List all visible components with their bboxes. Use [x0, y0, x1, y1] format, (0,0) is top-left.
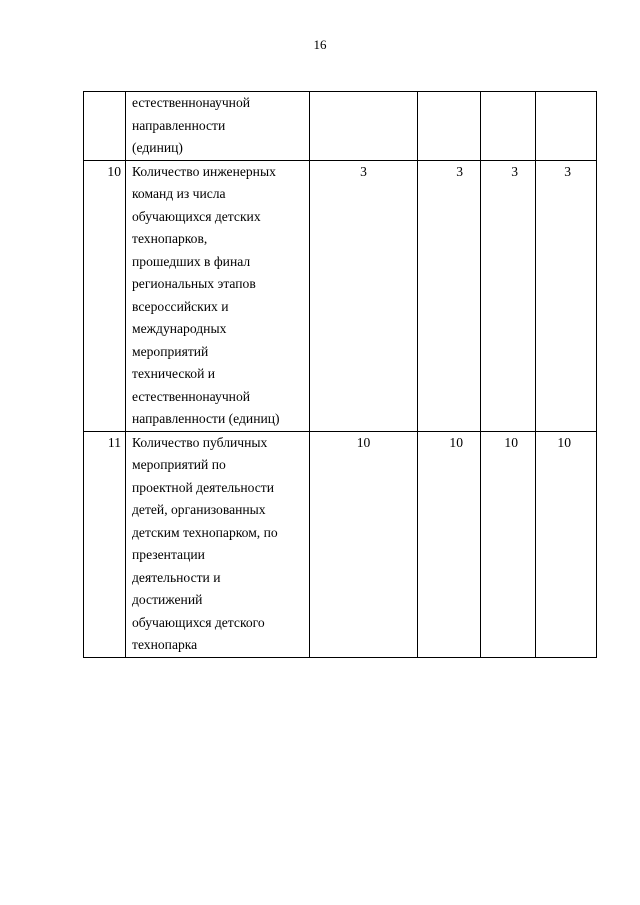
value-cell: 3: [418, 160, 481, 431]
value-cell: 10: [418, 431, 481, 657]
text-line: всероссийских и: [132, 298, 229, 314]
text-line: деятельности и: [132, 569, 221, 585]
indicator-text: [126, 92, 310, 161]
text-line: направленности: [132, 117, 226, 133]
text-line: детским технопарком, по: [132, 524, 278, 540]
text-line: Количество публичных: [132, 434, 268, 450]
indicators-table: [83, 91, 597, 658]
text-line: технопарка: [132, 637, 198, 652]
text-line: региональных этапов: [132, 276, 256, 291]
value-cell: 10: [536, 431, 597, 657]
text-line: естественнонаучной: [132, 95, 251, 110]
text-line: команд из числа: [132, 186, 226, 201]
text-line: направленности (единиц): [132, 411, 280, 426]
text-line: проектной деятельности: [132, 479, 274, 495]
text-line: презентации: [132, 547, 205, 562]
text-line: обучающихся детского: [132, 614, 265, 630]
text-line: детей, организованных: [132, 502, 266, 517]
text-line: достижений: [132, 592, 203, 607]
value-cell: [481, 92, 536, 161]
value-cell: 10: [310, 431, 418, 657]
text-line: международных: [132, 321, 227, 336]
text-line: Количество инженерных: [132, 163, 276, 179]
row-number: 11: [84, 431, 126, 657]
table-row: [84, 160, 597, 431]
text-line: (единиц): [132, 140, 183, 155]
value-cell: 3: [310, 160, 418, 431]
text-line: технической и: [132, 366, 216, 381]
value-cell: 3: [481, 160, 536, 431]
value-cell: [310, 92, 418, 161]
text-line: обучающихся детских: [132, 208, 261, 224]
indicator-text: [126, 160, 310, 431]
value-cell: 3: [536, 160, 597, 431]
row-number: [84, 92, 126, 161]
text-line: прошедших в финал: [132, 253, 251, 269]
text-line: технопарков,: [132, 231, 208, 246]
page-number: 16: [313, 37, 327, 52]
row-number: 10: [84, 160, 126, 431]
text-line: мероприятий по: [132, 457, 226, 472]
indicator-text: [126, 431, 310, 657]
value-cell: 10: [481, 431, 536, 657]
value-cell: [536, 92, 597, 161]
table-row: [84, 92, 597, 161]
value-cell: [418, 92, 481, 161]
table-row: [84, 431, 597, 657]
text-line: мероприятий: [132, 343, 209, 359]
text-line: естественнонаучной: [132, 388, 251, 404]
